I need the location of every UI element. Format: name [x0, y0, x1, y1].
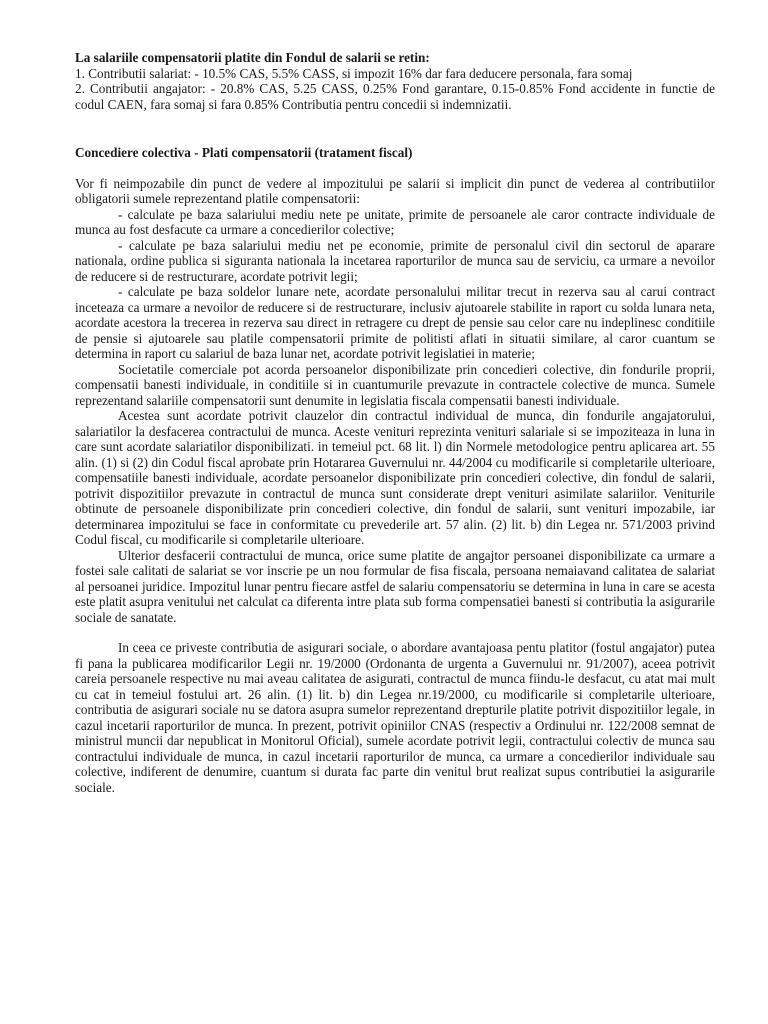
section1-item2: 2. Contributii angajator: - 20.8% CAS, 5.25 CASS, 0.25% Fond garantare, 0.15-0.85% Fond accidente in functie de codul CAEN, fara somaj si fara 0.85% Contributia pentru concedii si indemnizatii. — [75, 81, 715, 112]
section2-paragraph1: Societatile comerciale pot acorda persoanelor disponibilizate prin concedieri colective, din fondurile proprii, compensatii banesti individuale, in conditiile si in cuantumurile prevazute in contractele colective de munca. Sumele reprezentand salariile compensatorii sunt denumite in legislatia fiscala compensatii banesti individuale. — [75, 361, 715, 408]
section2-bullet3: - calculate pe baza soldelor lunare nete, acordate personalului militar trecut in rezerva sau al carui contract inceteaza ca urmare a nevoilor de reducere si de restructurare, inclusiv ajutoarele stabilite in raport cu solda lunara neta, acordate acestora la trecerea in rezerva sau direct in retragere cu drept de pensie sau celor care nu indeplinesc conditiile de pensie si ajutoarele sau platile compensatorii primite de politisti aflati in situatii similare, al caror cuantum se determina in raport cu salariul de baza lunar net, acordate potrivit legislatiei in materie; — [75, 284, 715, 361]
section2-paragraph3: Ulterior desfacerii contractului de munca, orice sume platite de angajtor persoanei disponibilizate ca urmare a fostei sale calitati de salariat se vor inscrie pe un nou formular de fisa fiscala, persoana nemaiavand calitatea de salariat al persoanei juridice. Impozitul lunar pentru fiecare astfel de salariu compensatoriu se determina in luna in care se acesta este platit asupra venitului net calculat ca diferenta intre plata sub forma compensatiei banesti si contributia la asigurarile sociale de sanatate. — [75, 547, 715, 625]
spacer — [75, 112, 715, 145]
spacer — [75, 161, 715, 176]
document-page — [75, 50, 715, 795]
section2-bullet1: - calculate pe baza salariului mediu nete pe unitate, primite de persoanele ale caror contracte individuale de munca au fost desfacute ca urmare a concedierilor colective; — [75, 206, 715, 237]
section2-paragraph4: In ceea ce priveste contributia de asigurari sociale, o abordare avantajoasa pentu platitor (fostul angajator) putea fi pana la publicarea modificarilor Legii nr. 19/2000 (Ordonanta de urgenta a Guvernului nr. 91/2007), aceea potrivit careia persoanele respective nu mai aveau calitatea de asigurati, contractul de munca fiindu-le desfacut, cu atat mai mult cu cat in temeiul fostului art. 26 alin. (1) lit. b) din Legea nr.19/2000, cu modificarile si completarile ulterioare, contributia de asigurari sociale nu se datora asupra sumelor reprezentand drepturile platite potrivit dispozitiilor legale, in cazul incetarii raporturilor de munca. In prezent, potrivit opiniilor CNAS (respectiv a Ordinului nr. 122/2008 semnat de ministrul muncii dar nepublicat in Monitorul Oficial), sumele acordate potrivit legii, contractului colectiv de munca sau contractului individuale de munca, in cazul incetarii raporturilor de munca, ca urmare a concedierilor individuale sau colective, indiferent de denumire, cuantum si durata fac parte din venitul brut realizat supus contributiei la asigurarile sociale. — [75, 640, 715, 795]
section1-item1: 1. Contributii salariat: - 10.5% CAS, 5.5% CASS, si impozit 16% dar fara deducere personala, fara somaj — [75, 65, 633, 81]
section2-paragraph2: Acestea sunt acordate potrivit clauzelor din contractul individual de munca, din fondurile angajatorului, salariatilor la desfacerea contractului de munca. Aceste venituri reprezinta venituri salariale si se impoziteaza in luna in care sunt acordate salariatilor disponibilizati. in temeiul pct. 68 lit. l) din Normele metodologice pentru aplicarea art. 55 alin. (1) si (2) din Codul fiscal aprobate prin Hotararea Guvernului nr. 44/2004 cu modificarile si completarile ulterioare, compensatiile banesti individuale, acordate persoanelor disponibilizate prin concedieri colective, din fondul de salarii, potrivit dispozitiilor prevazute in contractul de munca sunt considerate drept venituri asimilate salariilor. Veniturile obtinute de persoanele disponibilizate prin concedieri colective, din fondul de salarii, sunt venituri impozabile, iar determinarea impozitului se face in conformitate cu prevederile art. 57 alin. (2) lit. b) din Legea nr. 571/2003 privind Codul fiscal, cu modificarile si completarile ulterioare. — [75, 408, 715, 547]
section2-heading: Concediere colectiva - Plati compensatorii (tratament fiscal) — [75, 145, 413, 160]
section1-heading: La salariile compensatorii platite din Fondul de salarii se retin: — [75, 50, 430, 65]
spacer — [75, 625, 715, 640]
section2-bullet2: - calculate pe baza salariului mediu net pe economie, primite de personalul civil din sectorul de aparare nationala, ordine publica si siguranta nationala la incetarea raporturilor de munca sau de serviciu, ca urmare a nevoilor de reducere si de restructurare, acordate potrivit legii; — [75, 237, 715, 284]
section2-intro: Vor fi neimpozabile din punct de vedere al impozitului pe salarii si implicit din punct de vederea al contributiilor obligatorii sumele reprezentand platile compensatorii: — [75, 175, 715, 206]
